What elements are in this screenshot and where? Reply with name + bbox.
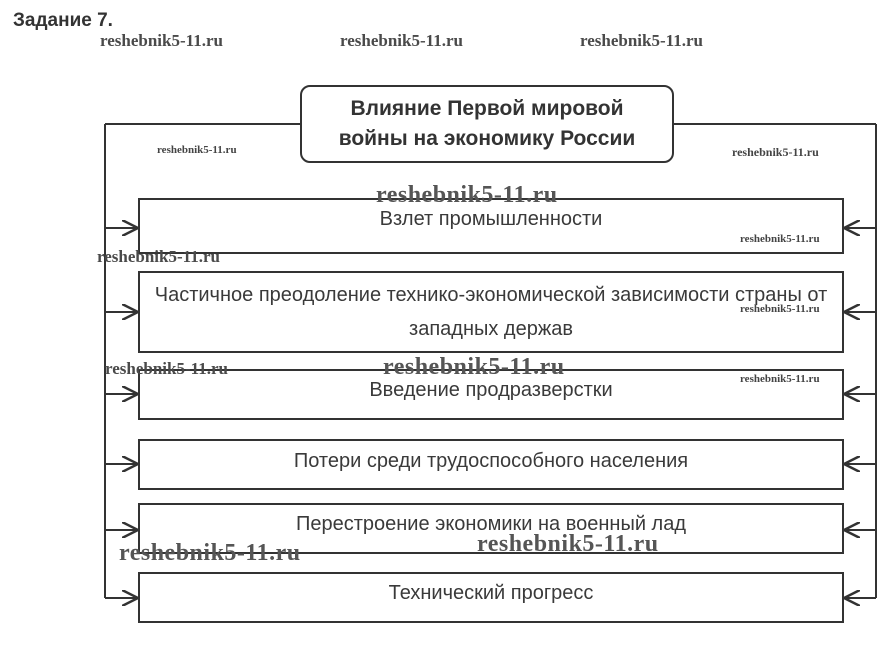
effect-box-5 (138, 503, 844, 554)
effect-text: Частичное преодоление технико-экономической зависимости страны от западных держав (154, 284, 828, 340)
effect-box-1 (138, 198, 844, 254)
watermark: reshebnik5-11.ru (119, 540, 301, 566)
effect-text: Взлет промышленности (379, 208, 603, 230)
watermark: reshebnik5-11.ru (740, 303, 820, 315)
watermark: reshebnik5-11.ru (740, 233, 820, 245)
effect-box-4 (138, 439, 844, 490)
effect-text: Введение продразверстки (369, 378, 613, 401)
effect-text: Потери среди трудоспособного населения (293, 449, 689, 472)
watermark: reshebnik5-11.ru (383, 354, 565, 380)
central-topic-text: Влияние Первой мировой войны на экономику России (338, 97, 636, 150)
task-title: Задание 7. (13, 10, 113, 31)
watermark: reshebnik5-11.ru (340, 31, 463, 50)
effect-text: Перестроение экономики на военный лад (295, 512, 687, 535)
watermark: reshebnik5-11.ru (376, 182, 558, 208)
effect-text: Технический прогресс (388, 581, 594, 604)
watermark: reshebnik5-11.ru (580, 31, 703, 50)
watermark: reshebnik5-11.ru (100, 31, 223, 50)
effect-box-6 (138, 572, 844, 623)
effect-box-3 (138, 369, 844, 420)
watermark: reshebnik5-11.ru (105, 359, 228, 378)
central-topic-box (300, 85, 674, 163)
watermark: reshebnik5-11.ru (477, 531, 659, 557)
watermark: reshebnik5-11.ru (97, 247, 220, 266)
watermark: reshebnik5-11.ru (740, 373, 820, 385)
effect-box-2 (138, 271, 844, 353)
watermark: reshebnik5-11.ru (157, 144, 237, 156)
watermark: reshebnik5-11.ru (732, 145, 819, 159)
